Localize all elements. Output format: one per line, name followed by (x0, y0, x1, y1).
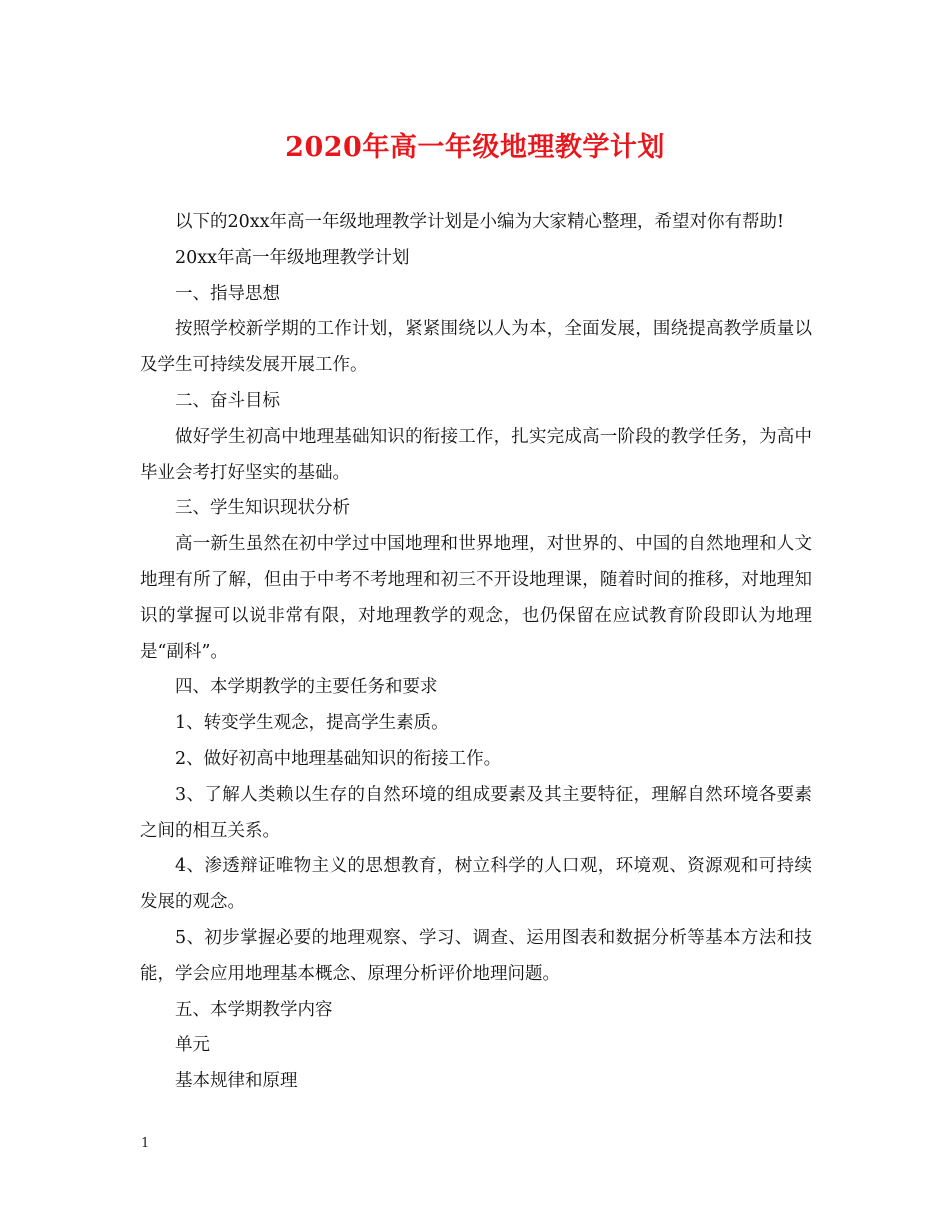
paragraph-analysis: 高一新生虽然在初中学过中国地理和世界地理，对世界的、中国的自然地理和人文地理有所了解，但由于中考不考地理和初三不开设地理课，随着时间的推移，对地理知识的掌握可以说非常有限，对地理教学的观念，也仍保留在应试教育阶段即认为地理是“副科”。 (140, 534, 812, 662)
section-heading-4: 四、本学期教学的主要任务和要求 (175, 677, 438, 698)
paragraph-subtitle: 20xx年高一年级地理教学计划 (175, 247, 410, 268)
page-number: 1 (141, 1136, 150, 1151)
section-heading-5: 五、本学期教学内容 (175, 999, 333, 1020)
document-title: 2020年高一年级地理教学计划 (285, 132, 665, 163)
section-heading-1: 一、指导思想 (175, 283, 280, 304)
list-item-1: 1、转变学生观念，提高学生素质。 (175, 713, 449, 734)
list-item-4: 4、渗透辩证唯物主义的思想教育，树立科学的人口观，环境观、资源观和可持续发展的观念。 (140, 856, 812, 913)
list-item-3: 3、了解人类赖以生存的自然环境的组成要素及其主要特征，理解自然环境各要素之间的相互关系。 (140, 784, 812, 841)
document-body (140, 205, 812, 1100)
section-heading-3: 三、学生知识现状分析 (175, 498, 350, 519)
paragraph-guiding-thought: 按照学校新学期的工作计划，紧紧围绕以人为本，全面发展，围绕提高教学质量以及学生可持续发展开展工作。 (140, 319, 812, 376)
paragraph-basic-rules: 基本规律和原理 (175, 1071, 298, 1092)
section-heading-2: 二、奋斗目标 (175, 390, 280, 411)
paragraph-goal: 做好学生初高中地理基础知识的衔接工作，扎实完成高一阶段的教学任务，为高中毕业会考打好坚实的基础。 (140, 426, 812, 483)
list-item-2: 2、做好初高中地理基础知识的衔接工作。 (175, 748, 502, 769)
paragraph-intro: 以下的20xx年高一年级地理教学计划是小编为大家精心整理，希望对你有帮助! (175, 212, 785, 232)
list-item-5: 5、初步掌握必要的地理观察、学习、调查、运用图表和数据分析等基本方法和技能，学会应用地理基本概念、原理分析评价地理问题。 (140, 927, 812, 984)
paragraph-unit: 单元 (175, 1035, 210, 1056)
